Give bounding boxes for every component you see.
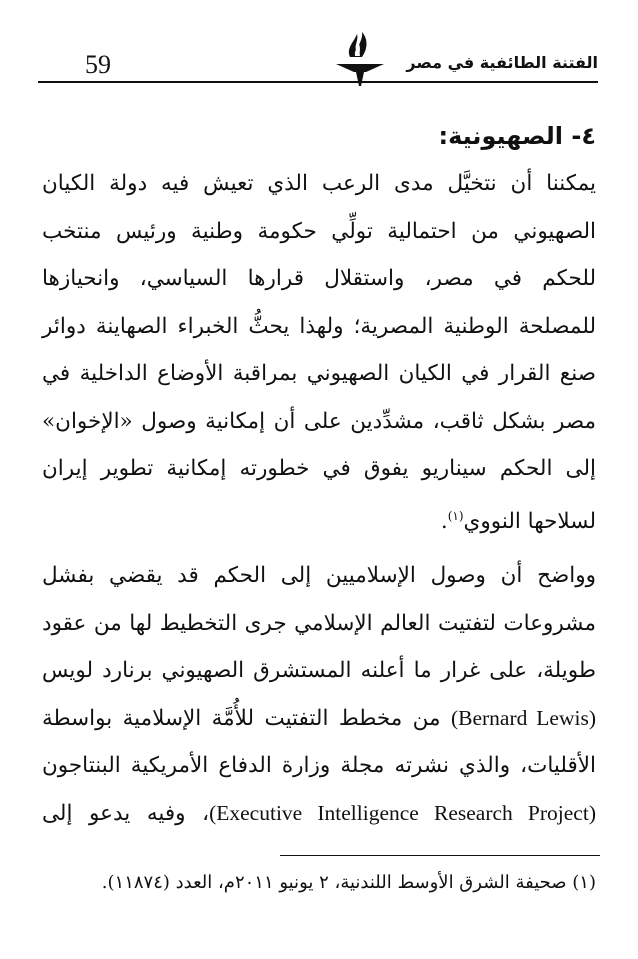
text-line [42, 790, 596, 838]
text-line: مشروعات لتفتيت العالم الإسلامي جرى التخطيط لها من عقود [42, 610, 596, 636]
footnote: (١) صحيفة الشرق الأوسط اللندنية، ٢ يونيو ٢٠١١م، العدد (١١٨٧٤). [101, 872, 596, 893]
text-line: يمكننا أن نتخيَّل مدى الرعب الذي تعيش فيه دولة الكيان [42, 171, 596, 196]
text-line: صنع القرار في الكيان الصهيوني بمراقبة الأوضاع الداخلية في [42, 361, 596, 386]
period-mark: . [440, 508, 448, 534]
paragraph [42, 160, 596, 545]
text-fragment: لسلاحها النووي [463, 508, 596, 534]
text-line: للحكم في مصر، واستقلال قرارها السياسي، وانحيازها [42, 266, 596, 291]
page-number: 59 [85, 50, 111, 79]
torch-logo-icon [336, 26, 384, 86]
text-line [42, 695, 596, 743]
text-line: طويلة، على غرار ما أعلنه المستشرق الصهيوني برنارد لويس [42, 658, 596, 683]
text-line: الصهيوني من احتمالية تولِّي حكومة وطنية ورئيس منتخب [42, 218, 596, 244]
book-title: الفتنة الطائفية في مصر [406, 53, 598, 72]
paragraph [42, 552, 596, 837]
section-heading: ٤- الصهيونية: [438, 122, 596, 150]
footnote-divider [280, 855, 600, 856]
text-fragment: من مخطط التفتيت للأُمَّة الإسلامية بواسطة [42, 705, 441, 731]
text-line: وواضح أن وصول الإسلاميين إلى الحكم قد يقضي بفشل [42, 563, 596, 588]
latin-name: (Bernard Lewis) [450, 705, 596, 730]
text-line: إلى الحكم سيناريو يفوق في خطورته إمكانية تطوير إيران [42, 456, 596, 481]
text-line: للمصلحة الوطنية المصرية؛ ولهذا يحثُّ الخبراء الصهاينة دوائر [42, 313, 596, 339]
text-line [42, 493, 596, 546]
header-divider [38, 81, 598, 83]
text-line: مصر بشكل ثاقب، مشدِّدين على أن إمكانية وصول «الإخوان» [42, 408, 596, 434]
text-fragment: ، وفيه يدعو إلى [42, 800, 210, 826]
footnote-reference[interactable]: (١) [447, 508, 464, 523]
text-line: الأقليات، والذي نشرته مجلة وزارة الدفاع الأمريكية البنتاجون [42, 753, 596, 778]
latin-project-name: (Executive Intelligence Research Project) [209, 800, 596, 825]
